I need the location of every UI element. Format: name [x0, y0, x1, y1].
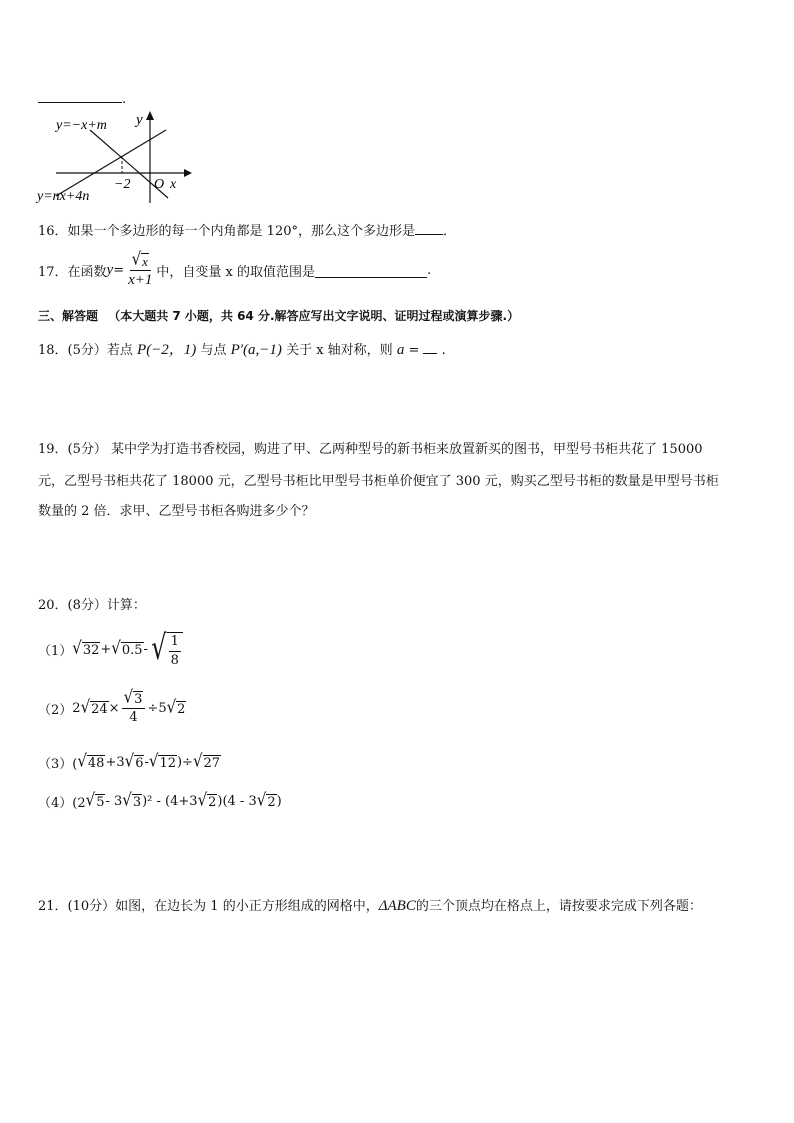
q16-end: ．	[443, 224, 457, 239]
q20-p3-plus3: +3	[105, 755, 125, 770]
q17-num: x	[142, 254, 148, 269]
q21-post: 的三个顶点均在格点上，请按要求完成下列各题：	[415, 899, 702, 914]
q20-part3: （3）( √ 48 +3 √ 6 - √ 12 )÷ √ 27	[38, 750, 221, 772]
q20-p3-minus: -	[144, 755, 149, 770]
q18	[38, 338, 446, 359]
q20-part1: （1） √ 32 + √ 0.5 - √ $\frac{1}{8}$	[38, 628, 183, 670]
section3-title: 三、解答题	[38, 309, 99, 323]
q17-den: x+1	[128, 272, 153, 288]
q20-part4: （4）(2 √ 5 - 3 √ 3 )² - (4+3 √ 2 )(4 - 3 √ 2 )	[38, 789, 282, 811]
q20-p1-num: 1	[169, 633, 181, 652]
q20-p1-minus: -	[143, 641, 148, 657]
q21-triangle: ΔABC	[378, 898, 416, 914]
q21	[38, 895, 702, 915]
q17-blank	[315, 263, 427, 278]
q17-fraction: √ x x+1	[128, 248, 153, 288]
q20-p1-bigroot: √ $\frac{1}{8}$	[148, 628, 183, 670]
q20-p4-root1: 5	[96, 795, 105, 810]
q20-p4-root4: 2	[267, 795, 276, 810]
q20-p2-times: ×	[108, 701, 120, 716]
label-line1: y=−x+m	[56, 118, 107, 133]
q17-eq: =	[113, 263, 125, 278]
q20-p4-mid: )(4 - 3	[217, 794, 257, 809]
q17-pre: 17．在函数	[38, 265, 107, 280]
q20-p2-coef: 2	[72, 701, 81, 716]
q20-p1-root2: 0.5	[121, 642, 143, 658]
q20-p4-close: )	[276, 794, 282, 809]
q19-line2: 元，乙型号书柜共花了 18000 元，乙型号书柜比甲型号书柜单价便宜了 300 元，购买乙型号书柜的数量是甲型号书柜	[38, 474, 719, 489]
q18-point-pprime: P′(a,−1)	[230, 342, 282, 358]
section3-note: （本大题共 7 小题，共 64 分.解答应写出文字说明、证明过程或演算步骤.）	[108, 309, 520, 323]
q18-pre: 18．(5分）若点	[38, 343, 133, 358]
q20-p1-plus: +	[100, 641, 112, 657]
q20-p3-root4: 27	[203, 756, 221, 771]
q18-eq: =	[408, 343, 424, 358]
q20-part2: （2） 2 √ 24 × √ 3 4 ÷5 √ 2	[38, 686, 186, 725]
q20-p2-fraction: √ 3 4	[122, 690, 146, 727]
q16	[38, 220, 456, 239]
q20-p2-den: 4	[129, 710, 138, 725]
q20-p3-root3: 12	[159, 756, 176, 771]
q20-p4-root2: 3	[132, 795, 142, 810]
q20-p1-root1: 32	[82, 642, 100, 658]
q18-a: a	[396, 342, 405, 358]
q18-mid2: 关于 x 轴对称，则	[286, 343, 393, 358]
q20-p1-label: （1）	[38, 643, 73, 659]
label-xmark: −2	[114, 177, 131, 192]
q21-pre: 21．(10分）如图，在边长为 1 的小正方形组成的网格中，	[38, 899, 379, 914]
q20-p4-root3: 2	[208, 795, 217, 810]
q20-p4-label: （4）(2	[38, 796, 86, 811]
q20-p3-close: )÷	[176, 755, 193, 770]
q18-point-p: P(−2，1)	[137, 342, 197, 358]
label-origin: O	[154, 177, 165, 192]
q20-p2-root2: 2	[177, 702, 186, 717]
q20-p3-root2: 6	[135, 756, 144, 771]
q20-p1-den: 8	[170, 653, 179, 668]
q16-text: 16．如果一个多边形的每一个内角都是 120°，那么这个多边形是	[38, 224, 415, 239]
label-line2: y=nx+4n	[37, 189, 90, 204]
q16-blank	[415, 220, 443, 235]
q20-p2-num: 3	[134, 692, 143, 707]
q18-mid1: 与点	[200, 343, 227, 358]
q19-line3: 数量的 2 倍．求甲、乙型号书柜各购进多少个？	[38, 504, 315, 519]
q20-p3-root1: 48	[87, 756, 105, 771]
q17-end: .	[427, 263, 432, 278]
q18-end: .	[441, 343, 446, 358]
q15-period: .	[122, 92, 127, 107]
label-yaxis: y	[136, 112, 143, 128]
q20-p4-sq: )² - (4+3	[142, 794, 198, 809]
q15-graph	[34, 108, 204, 208]
x-axis-arrow	[184, 169, 192, 177]
label-xaxis: x	[170, 177, 177, 192]
q15-answer-blank	[38, 88, 126, 107]
q19-line1: 19．(5分） 某中学为打造书香校园，购进了甲、乙两种型号的新书柜来放置新买的图书，甲型号书柜共花了 15000	[38, 442, 703, 457]
q20-p4-m3: - 3	[105, 794, 123, 809]
q17	[38, 248, 432, 289]
q17-mid: 中，自变量 x 的取值范围是	[156, 265, 316, 280]
y-axis-arrow	[146, 111, 154, 120]
q20-title: 20．(8分）计算：	[38, 598, 146, 613]
q20-p2-label: （2）	[38, 703, 73, 718]
section3-header	[38, 307, 519, 324]
q18-blank	[423, 339, 437, 354]
q17-y: y	[106, 262, 114, 278]
q20-p2-div: ÷5	[147, 701, 167, 716]
q20-p3-label: （3）(	[38, 757, 78, 772]
q20-p2-root1: 24	[91, 702, 108, 717]
